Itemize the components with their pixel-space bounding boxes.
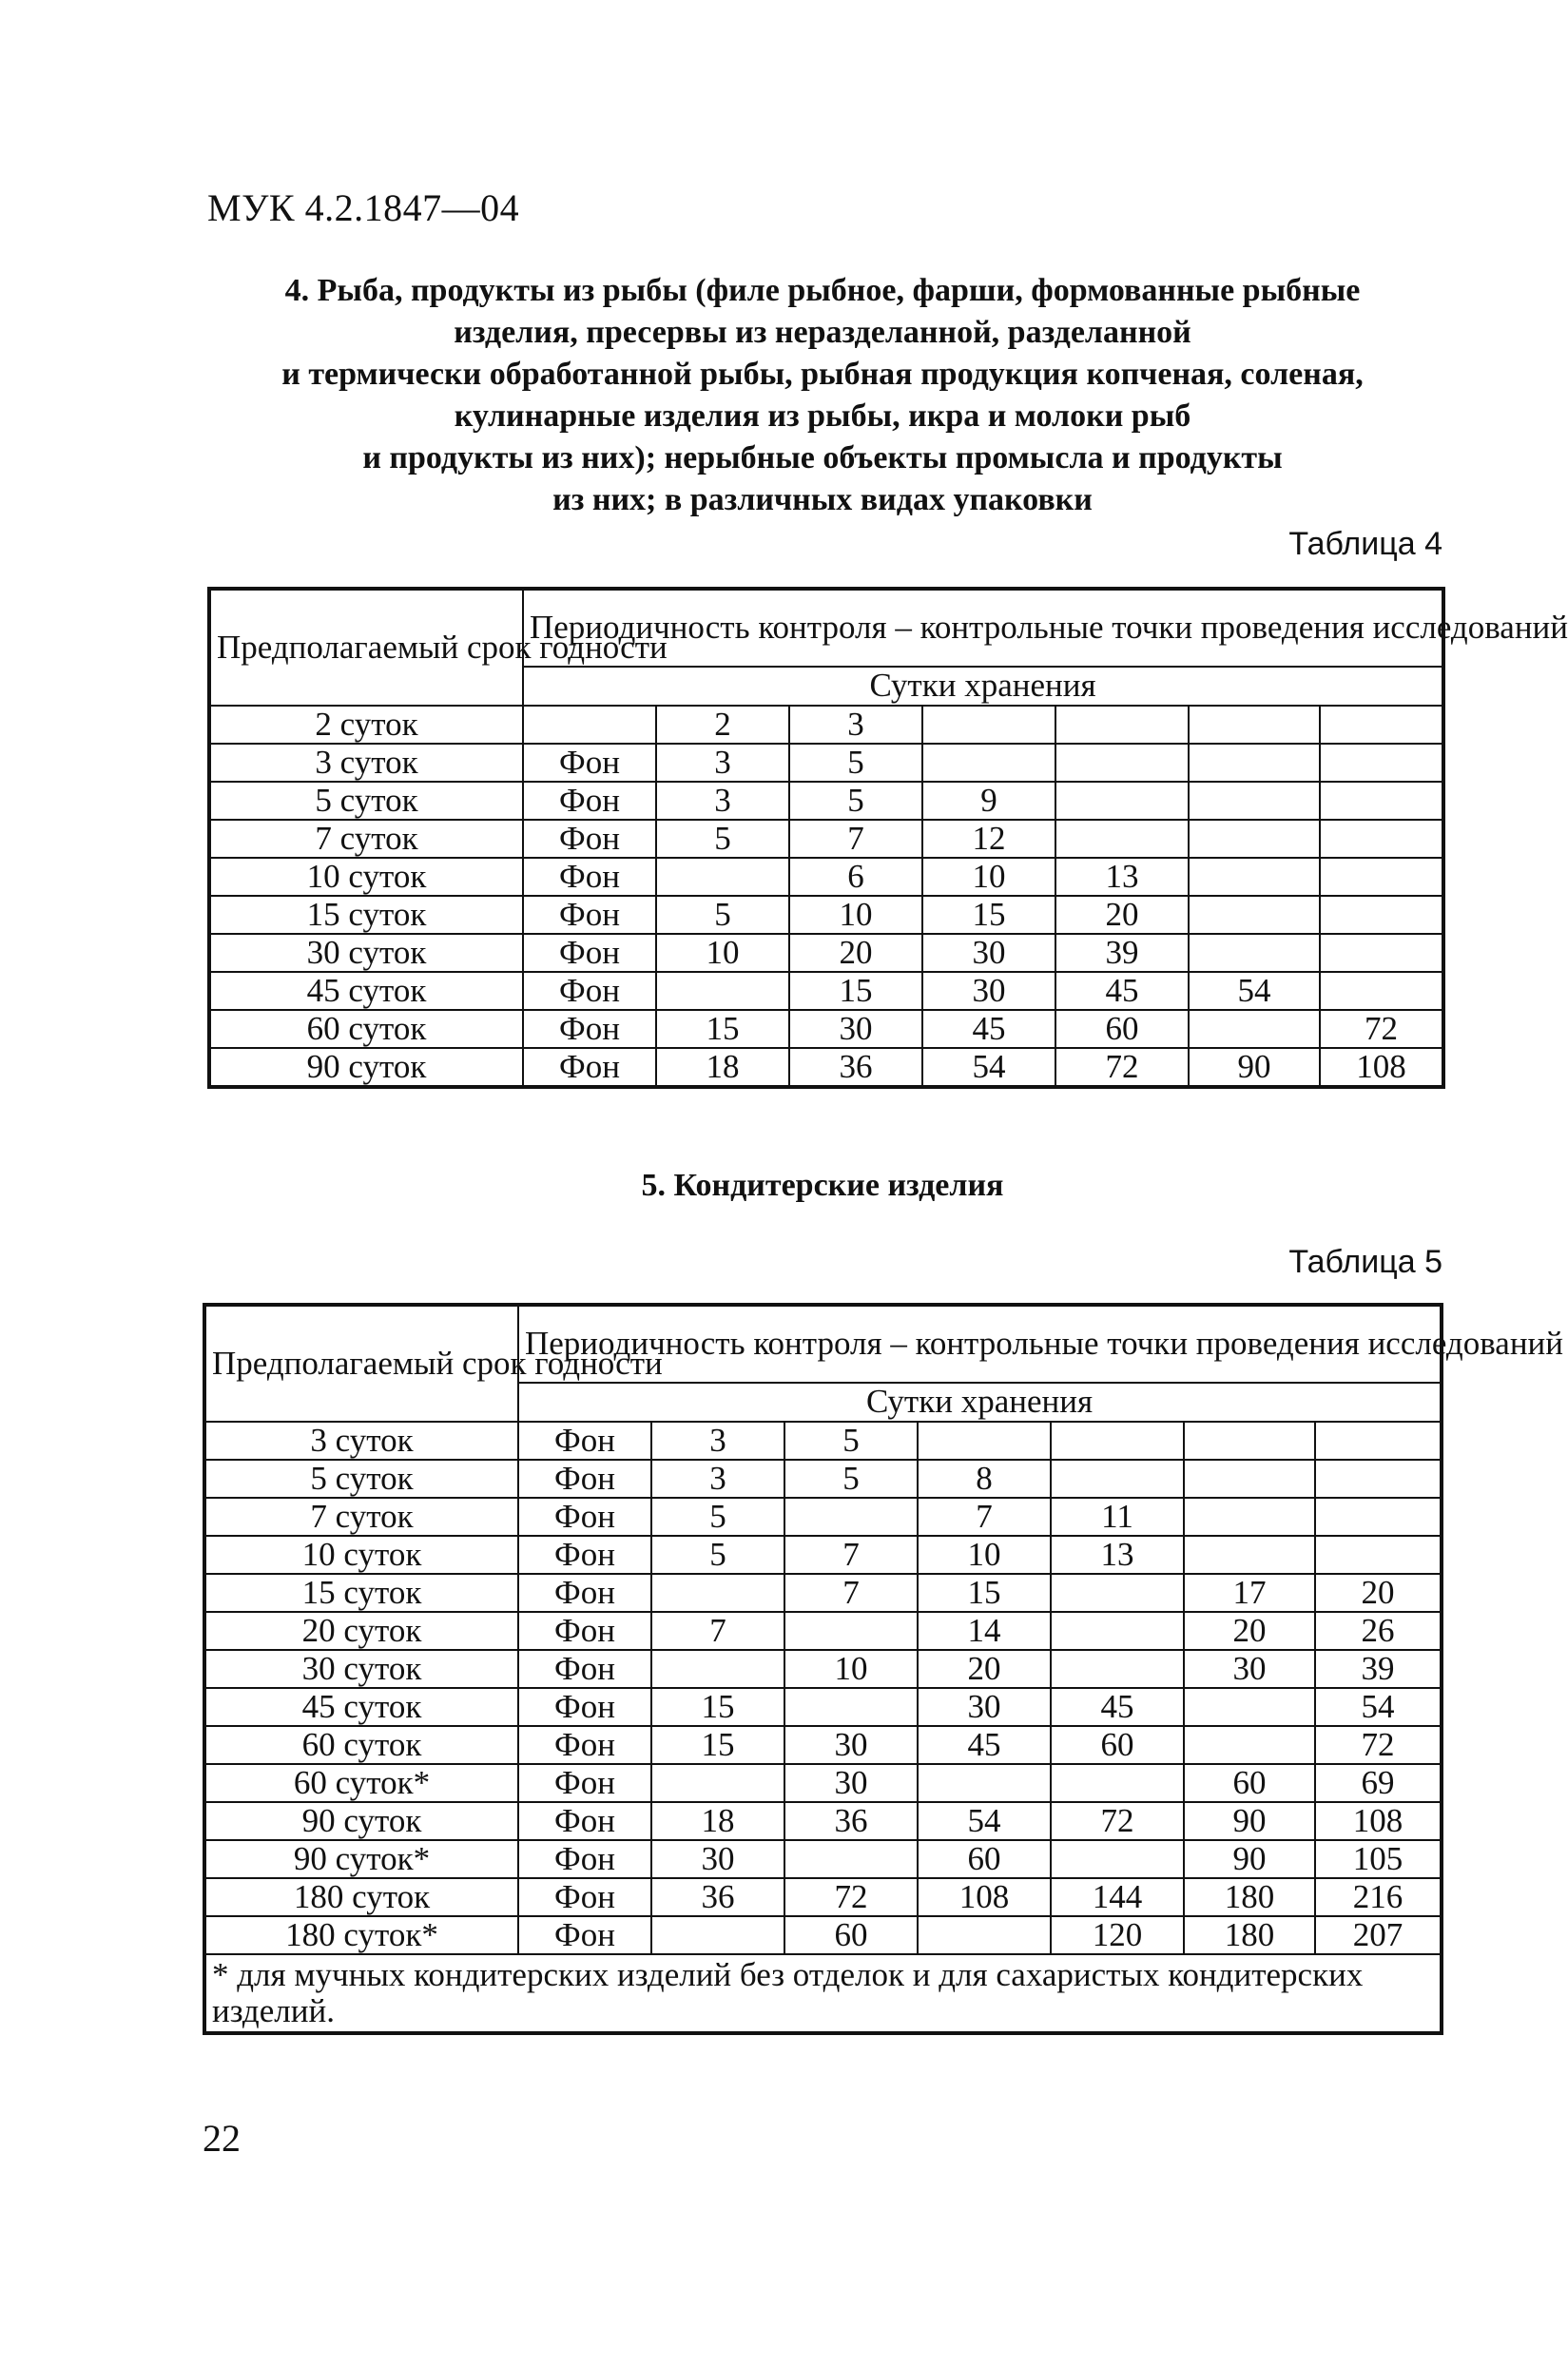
- control-point-cell: 15: [789, 972, 922, 1010]
- control-point-cell: 5: [651, 1498, 784, 1536]
- control-point-cell: 7: [784, 1574, 918, 1612]
- control-point-cell: [651, 1574, 784, 1612]
- control-point-cell: [651, 1916, 784, 1954]
- table-row: [204, 1688, 1442, 1726]
- control-point-cell: 45: [1051, 1688, 1184, 1726]
- background-cell: Фон: [518, 1688, 651, 1726]
- control-point-cell: 72: [1315, 1726, 1442, 1764]
- control-point-cell: 180: [1184, 1878, 1315, 1916]
- control-point-cell: 60: [1055, 1010, 1189, 1048]
- page-number: 22: [203, 2117, 241, 2160]
- control-point-cell: 39: [1315, 1650, 1442, 1688]
- table-row: [204, 1840, 1442, 1878]
- control-point-cell: [651, 1650, 784, 1688]
- control-point-cell: 5: [784, 1460, 918, 1498]
- table-4: [207, 587, 1568, 1089]
- control-point-cell: 10: [918, 1536, 1051, 1574]
- table-4-label: Таблица 4: [1288, 526, 1442, 562]
- control-point-cell: 11: [1051, 1498, 1184, 1536]
- control-point-cell: 30: [784, 1726, 918, 1764]
- control-point-cell: [1055, 820, 1189, 858]
- background-cell: Фон: [523, 972, 656, 1010]
- control-point-cell: 10: [789, 896, 922, 934]
- control-point-cell: [1055, 706, 1189, 744]
- control-point-cell: [1051, 1460, 1184, 1498]
- control-point-cell: 17: [1184, 1574, 1315, 1612]
- control-point-cell: 36: [789, 1048, 922, 1087]
- background-cell: Фон: [518, 1460, 651, 1498]
- control-point-cell: [1320, 896, 1443, 934]
- table-row: [209, 820, 1443, 858]
- control-point-cell: 54: [922, 1048, 1055, 1087]
- control-point-cell: 72: [784, 1878, 918, 1916]
- control-point-cell: 9: [922, 782, 1055, 820]
- column-header-shelf-life: Предполагаемый срок годности: [209, 589, 523, 706]
- control-point-cell: [1051, 1574, 1184, 1612]
- shelf-life-cell: 60 суток: [204, 1726, 518, 1764]
- section-4-title-line: кулинарные изделия из рыбы, икра и молоки рыб: [454, 398, 1191, 434]
- control-point-cell: 90: [1184, 1840, 1315, 1878]
- control-point-cell: 120: [1051, 1916, 1184, 1954]
- control-point-cell: 54: [918, 1802, 1051, 1840]
- control-point-cell: 45: [1055, 972, 1189, 1010]
- control-point-cell: [784, 1840, 918, 1878]
- control-point-cell: 54: [1189, 972, 1320, 1010]
- shelf-life-cell: 15 суток: [204, 1574, 518, 1612]
- shelf-life-cell: 90 суток*: [204, 1840, 518, 1878]
- control-point-cell: [1189, 706, 1320, 744]
- table-row: [209, 972, 1443, 1010]
- control-point-cell: 108: [1320, 1048, 1443, 1087]
- table-row: [204, 1422, 1442, 1460]
- control-point-cell: 10: [784, 1650, 918, 1688]
- section-5-title: 5. Кондитерские изделия: [641, 1168, 1004, 1203]
- control-point-cell: [1320, 782, 1443, 820]
- control-point-cell: 90: [1184, 1802, 1315, 1840]
- control-point-cell: 7: [651, 1612, 784, 1650]
- control-point-cell: 30: [651, 1840, 784, 1878]
- background-cell: Фон: [518, 1422, 651, 1460]
- control-point-cell: 10: [656, 934, 789, 972]
- background-cell: Фон: [523, 782, 656, 820]
- shelf-life-cell: 180 суток*: [204, 1916, 518, 1954]
- shelf-life-cell: 60 суток: [209, 1010, 523, 1048]
- control-point-cell: [1184, 1688, 1315, 1726]
- shelf-life-cell: 15 суток: [209, 896, 523, 934]
- document-header: МУК 4.2.1847—04: [207, 186, 520, 229]
- control-point-cell: 18: [656, 1048, 789, 1087]
- control-point-cell: 15: [651, 1726, 784, 1764]
- shelf-life-cell: 7 суток: [209, 820, 523, 858]
- shelf-life-cell: 3 суток: [204, 1422, 518, 1460]
- section-4-title-line: и продукты из них); нерыбные объекты промысла и продукты: [362, 440, 1283, 475]
- control-point-cell: 30: [922, 934, 1055, 972]
- control-point-cell: [1184, 1422, 1315, 1460]
- background-cell: Фон: [518, 1726, 651, 1764]
- control-point-cell: 3: [651, 1460, 784, 1498]
- shelf-life-cell: 10 суток: [209, 858, 523, 896]
- control-point-cell: [651, 1764, 784, 1802]
- table-row: [209, 782, 1443, 820]
- shelf-life-cell: 10 суток: [204, 1536, 518, 1574]
- control-point-cell: [1315, 1536, 1442, 1574]
- control-point-cell: 20: [789, 934, 922, 972]
- control-point-cell: 2: [656, 706, 789, 744]
- background-cell: Фон: [518, 1650, 651, 1688]
- control-point-cell: 8: [918, 1460, 1051, 1498]
- control-point-cell: 60: [1184, 1764, 1315, 1802]
- footnote-row: [204, 1954, 1442, 2033]
- control-point-cell: 3: [656, 782, 789, 820]
- table-row: [209, 706, 1443, 744]
- table-5: [203, 1303, 1564, 2035]
- control-point-cell: 30: [922, 972, 1055, 1010]
- background-cell: Фон: [518, 1536, 651, 1574]
- control-point-cell: 7: [918, 1498, 1051, 1536]
- control-point-cell: 7: [784, 1536, 918, 1574]
- shelf-life-cell: 5 суток: [204, 1460, 518, 1498]
- control-point-cell: 18: [651, 1802, 784, 1840]
- control-point-cell: 5: [789, 782, 922, 820]
- background-cell: Фон: [523, 820, 656, 858]
- background-cell: Фон: [518, 1840, 651, 1878]
- control-point-cell: [918, 1422, 1051, 1460]
- table-row: [204, 1916, 1442, 1954]
- control-point-cell: 72: [1051, 1802, 1184, 1840]
- control-point-cell: 10: [922, 858, 1055, 896]
- control-point-cell: [1189, 896, 1320, 934]
- background-cell: Фон: [523, 1048, 656, 1087]
- control-point-cell: [1055, 744, 1189, 782]
- control-point-cell: 3: [656, 744, 789, 782]
- table-row: [204, 1764, 1442, 1802]
- background-cell: Фон: [518, 1916, 651, 1954]
- background-cell: Фон: [518, 1764, 651, 1802]
- control-point-cell: 15: [651, 1688, 784, 1726]
- control-point-cell: 26: [1315, 1612, 1442, 1650]
- background-cell: Фон: [518, 1802, 651, 1840]
- table-row: [204, 1726, 1442, 1764]
- control-point-cell: [784, 1612, 918, 1650]
- control-point-cell: 54: [1315, 1688, 1442, 1726]
- control-point-cell: [922, 744, 1055, 782]
- control-point-cell: 3: [789, 706, 922, 744]
- control-point-cell: 15: [922, 896, 1055, 934]
- control-point-cell: 12: [922, 820, 1055, 858]
- control-point-cell: 6: [789, 858, 922, 896]
- control-point-cell: 69: [1315, 1764, 1442, 1802]
- control-point-cell: [1184, 1726, 1315, 1764]
- control-point-cell: 36: [784, 1802, 918, 1840]
- column-header-shelf-life: Предполагаемый срок годности: [204, 1305, 518, 1422]
- control-point-cell: 45: [918, 1726, 1051, 1764]
- control-point-cell: [1184, 1536, 1315, 1574]
- shelf-life-cell: 60 суток*: [204, 1764, 518, 1802]
- control-point-cell: [1051, 1650, 1184, 1688]
- control-point-cell: [1315, 1498, 1442, 1536]
- shelf-life-cell: 30 суток: [209, 934, 523, 972]
- control-point-cell: [784, 1498, 918, 1536]
- control-point-cell: [1189, 782, 1320, 820]
- background-cell: Фон: [518, 1498, 651, 1536]
- control-point-cell: 13: [1055, 858, 1189, 896]
- shelf-life-cell: 30 суток: [204, 1650, 518, 1688]
- table-row: [204, 1612, 1442, 1650]
- control-point-cell: [918, 1764, 1051, 1802]
- control-point-cell: 7: [789, 820, 922, 858]
- control-point-cell: 216: [1315, 1878, 1442, 1916]
- control-point-cell: [922, 706, 1055, 744]
- table-row: [209, 934, 1443, 972]
- control-point-cell: 36: [651, 1878, 784, 1916]
- control-point-cell: [1315, 1460, 1442, 1498]
- control-point-cell: 72: [1320, 1010, 1443, 1048]
- control-point-cell: 108: [1315, 1802, 1442, 1840]
- control-point-cell: 15: [918, 1574, 1051, 1612]
- control-point-cell: 20: [1055, 896, 1189, 934]
- control-point-cell: [784, 1688, 918, 1726]
- control-point-cell: [1320, 972, 1443, 1010]
- control-point-cell: 180: [1184, 1916, 1315, 1954]
- control-point-cell: 144: [1051, 1878, 1184, 1916]
- table-row: [204, 1650, 1442, 1688]
- background-cell: Фон: [518, 1612, 651, 1650]
- control-point-cell: 5: [651, 1536, 784, 1574]
- control-point-cell: [656, 858, 789, 896]
- shelf-life-cell: 180 суток: [204, 1878, 518, 1916]
- control-point-cell: 5: [656, 896, 789, 934]
- shelf-life-cell: 45 суток: [204, 1688, 518, 1726]
- control-point-cell: 20: [1315, 1574, 1442, 1612]
- table-row: [204, 1536, 1442, 1574]
- control-point-cell: 20: [918, 1650, 1051, 1688]
- control-point-cell: [1184, 1460, 1315, 1498]
- shelf-life-cell: 90 суток: [204, 1802, 518, 1840]
- control-point-cell: 39: [1055, 934, 1189, 972]
- control-point-cell: [1051, 1422, 1184, 1460]
- control-point-cell: 72: [1055, 1048, 1189, 1087]
- column-header-storage-days: Сутки хранения: [518, 1383, 1442, 1422]
- table-5-label: Таблица 5: [1288, 1244, 1442, 1280]
- shelf-life-cell: 3 суток: [209, 744, 523, 782]
- control-point-cell: 60: [918, 1840, 1051, 1878]
- control-point-cell: 20: [1184, 1612, 1315, 1650]
- control-point-cell: [1320, 706, 1443, 744]
- section-4-title-line: и термически обработанной рыбы, рыбная продукция копченая, соленая,: [281, 357, 1364, 392]
- control-point-cell: [1051, 1764, 1184, 1802]
- control-point-cell: [1051, 1612, 1184, 1650]
- shelf-life-cell: 45 суток: [209, 972, 523, 1010]
- control-point-cell: 3: [651, 1422, 784, 1460]
- table-row: [204, 1460, 1442, 1498]
- section-4-title-line: изделия, пресервы из неразделанной, разделанной: [454, 315, 1191, 350]
- table-row: [209, 744, 1443, 782]
- shelf-life-cell: 7 суток: [204, 1498, 518, 1536]
- table-row: [204, 1878, 1442, 1916]
- table-footnote: * для мучных кондитерских изделий без отделок и для сахаристых кондитерских изделий.: [204, 1954, 1442, 2033]
- background-cell: Фон: [523, 934, 656, 972]
- control-point-cell: [918, 1916, 1051, 1954]
- control-point-cell: [1189, 820, 1320, 858]
- control-point-cell: 15: [656, 1010, 789, 1048]
- control-point-cell: [1320, 858, 1443, 896]
- table-row: [204, 1802, 1442, 1840]
- table-row: [209, 896, 1443, 934]
- shelf-life-cell: 2 суток: [209, 706, 523, 744]
- control-point-cell: [1320, 820, 1443, 858]
- control-point-cell: 45: [922, 1010, 1055, 1048]
- control-point-cell: [1189, 858, 1320, 896]
- control-point-cell: 5: [784, 1422, 918, 1460]
- control-point-cell: [1315, 1422, 1442, 1460]
- section-4-title-line: из них; в различных видах упаковки: [552, 482, 1093, 517]
- control-point-cell: 30: [784, 1764, 918, 1802]
- control-point-cell: 108: [918, 1878, 1051, 1916]
- control-point-cell: 207: [1315, 1916, 1442, 1954]
- control-point-cell: 60: [1051, 1726, 1184, 1764]
- background-cell: Фон: [523, 896, 656, 934]
- section-4-title-line: 4. Рыба, продукты из рыбы (филе рыбное, фарши, формованные рыбные: [284, 273, 1361, 308]
- column-header-periodicity: Периодичность контроля – контрольные точки проведения исследований: [523, 589, 1443, 667]
- control-point-cell: 14: [918, 1612, 1051, 1650]
- control-point-cell: 13: [1051, 1536, 1184, 1574]
- section-4-title: [204, 270, 1441, 521]
- background-cell: Фон: [523, 1010, 656, 1048]
- table-row: [204, 1574, 1442, 1612]
- background-cell: [523, 706, 656, 744]
- control-point-cell: [1189, 1010, 1320, 1048]
- control-point-cell: 105: [1315, 1840, 1442, 1878]
- table-row: [209, 1010, 1443, 1048]
- control-point-cell: [1320, 744, 1443, 782]
- control-point-cell: [1051, 1840, 1184, 1878]
- shelf-life-cell: 90 суток: [209, 1048, 523, 1087]
- control-point-cell: 60: [784, 1916, 918, 1954]
- background-cell: Фон: [523, 858, 656, 896]
- table-row: [204, 1498, 1442, 1536]
- control-point-cell: [1184, 1498, 1315, 1536]
- control-point-cell: [1055, 782, 1189, 820]
- background-cell: Фон: [518, 1878, 651, 1916]
- background-cell: Фон: [523, 744, 656, 782]
- control-point-cell: 5: [656, 820, 789, 858]
- background-cell: Фон: [518, 1574, 651, 1612]
- control-point-cell: 30: [1184, 1650, 1315, 1688]
- column-header-periodicity: Периодичность контроля – контрольные точки проведения исследований: [518, 1305, 1442, 1383]
- control-point-cell: [1189, 934, 1320, 972]
- shelf-life-cell: 20 суток: [204, 1612, 518, 1650]
- shelf-life-cell: 5 суток: [209, 782, 523, 820]
- column-header-storage-days: Сутки хранения: [523, 667, 1443, 706]
- control-point-cell: [656, 972, 789, 1010]
- control-point-cell: 5: [789, 744, 922, 782]
- control-point-cell: [1320, 934, 1443, 972]
- control-point-cell: 90: [1189, 1048, 1320, 1087]
- table-row: [209, 1048, 1443, 1087]
- control-point-cell: [1189, 744, 1320, 782]
- control-point-cell: 30: [789, 1010, 922, 1048]
- control-point-cell: 30: [918, 1688, 1051, 1726]
- table-row: [209, 858, 1443, 896]
